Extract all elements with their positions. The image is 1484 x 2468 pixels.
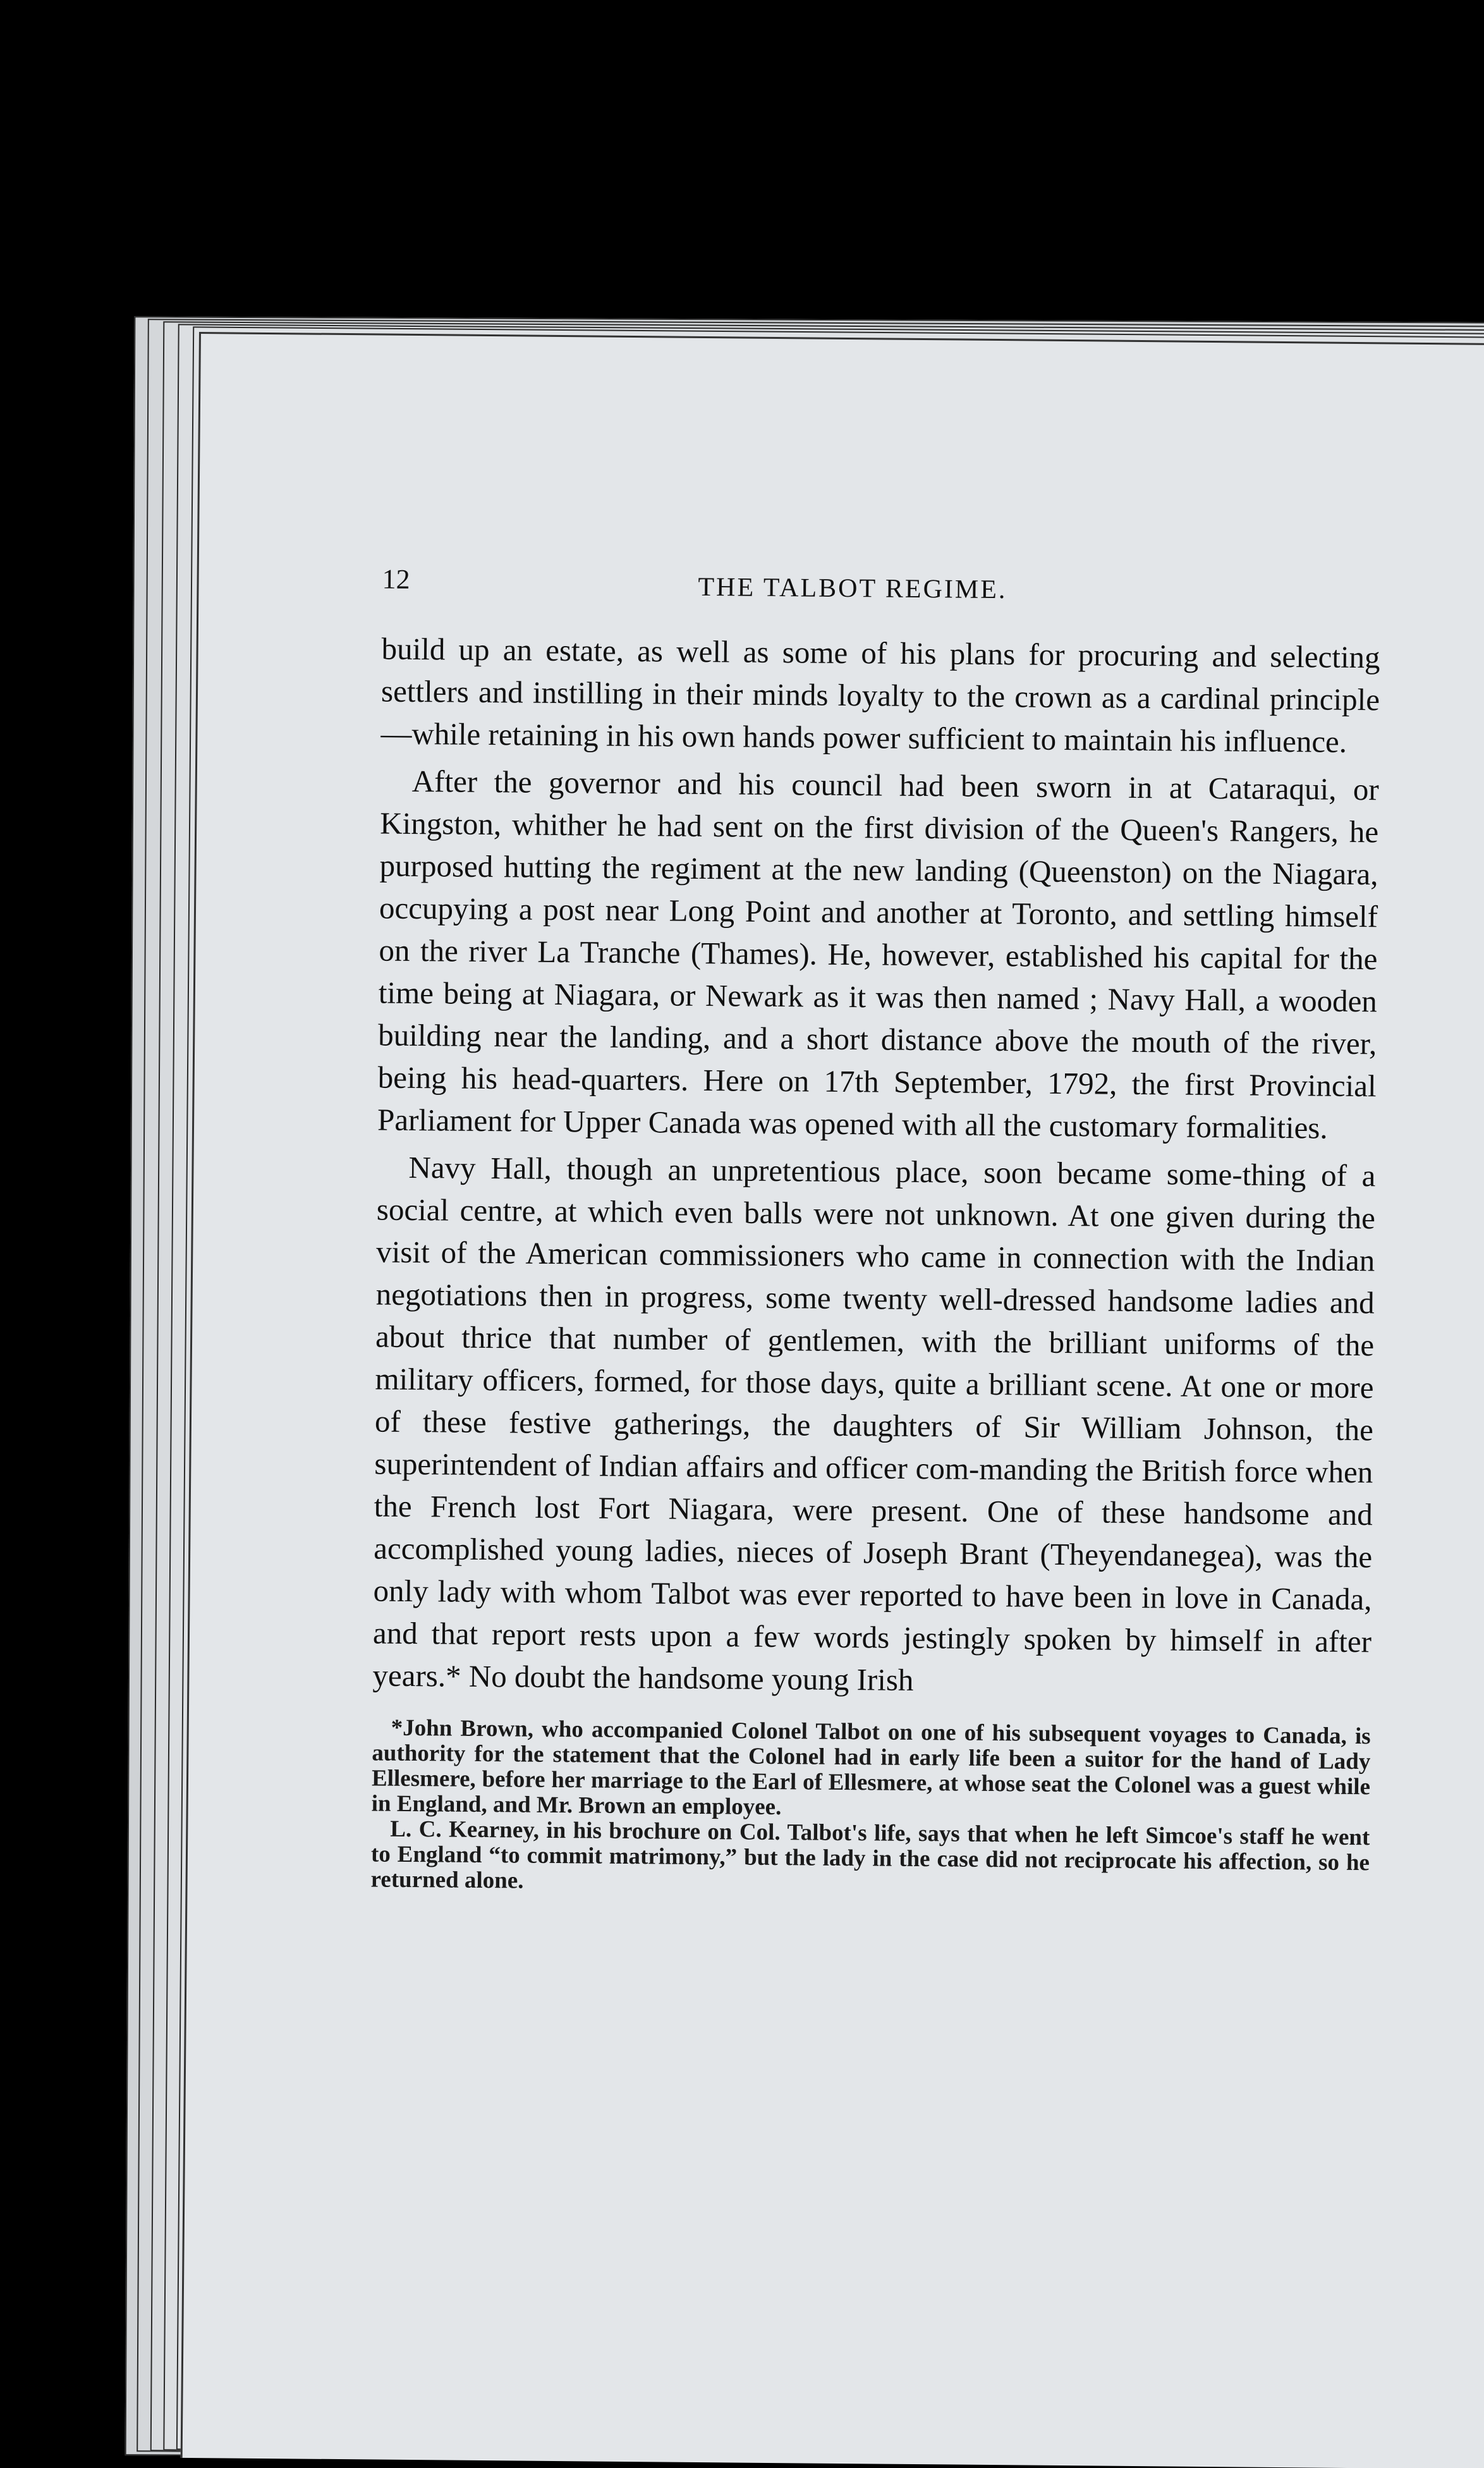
book-page [181,332,1484,2468]
footnote: L. C. Kearney, in his brochure on Col. Talbot's life, says that when he left Simcoe's staff he went to England “to commit matrimony,” but the lady in the case did not reciprocate his affection, so he returned alone. [370,1816,1370,1894]
footnote: *John Brown, who accompanied Colonel Talbot on one of his subsequent voyages to Canada, is authority for the statement that the Colonel had in early life been a suitor for the hand of Lady Ellesmere, before her marriage to the Earl of Ellesmere, at whose seat the Colonel was a guest while in England, and Mr. Brown an employee. [371,1714,1371,1821]
page-content [370,563,1380,1902]
running-title: THE TALBOT REGIME. [698,572,1007,605]
body-text [372,628,1380,1706]
paragraph: build up an estate, as well as some of his plans for procuring and selecting settlers and instilling in their minds loyalty to the crown as a cardinal principle—while retaining in his own hands power sufficient to maintain his influence. [380,631,1380,759]
page-number: 12 [382,563,410,595]
paragraph: Navy Hall, though an unpretentious place, soon became some-thing of a social centre, at which even balls were not unknown. At one given during the visit of the American commissioners who came in connection with the Indian negotiations then in progress, some twenty well-dressed handsome ladies and about thrice that number of gentlemen, with the brilliant uniforms of the military officers, formed, for those days, quite a brilliant scene. At one or more of these festive gatherings, the daughters of Sir William Johnson, the superintendent of Indian affairs and officer com-manding the British force when the French lost Fort Niagara, were present. One of these handsome and accomplished young ladies, nieces of Joseph Brant (Theyendanegea), was the only lady with whom Talbot was ever reported to have been in love in Canada, and that report rests upon a few words jestingly spoken by himself in after years.* No doubt the handsome young Irish [372,1149,1376,1697]
footnotes [370,1715,1370,1901]
paragraph: After the governor and his council had been sworn in at Cataraqui, or Kingston, whither he had sent on the first division of the Queen's Rangers, he purposed hutting the regiment at the new landing (Queenston) on the Niagara, occupying a post near Long Point and another at Toronto, and settling himself on the river La Tranche (Thames). He, however, established his capital for the time being at Niagara, or Newark as it was then named ; Navy Hall, a wooden building near the landing, and a short distance above the mouth of the river, being his head-quarters. Here on 17th September, 1792, the first Provincial Parliament for Upper Canada was opened with all the customary formalities. [377,763,1379,1145]
page-header [382,563,1381,623]
